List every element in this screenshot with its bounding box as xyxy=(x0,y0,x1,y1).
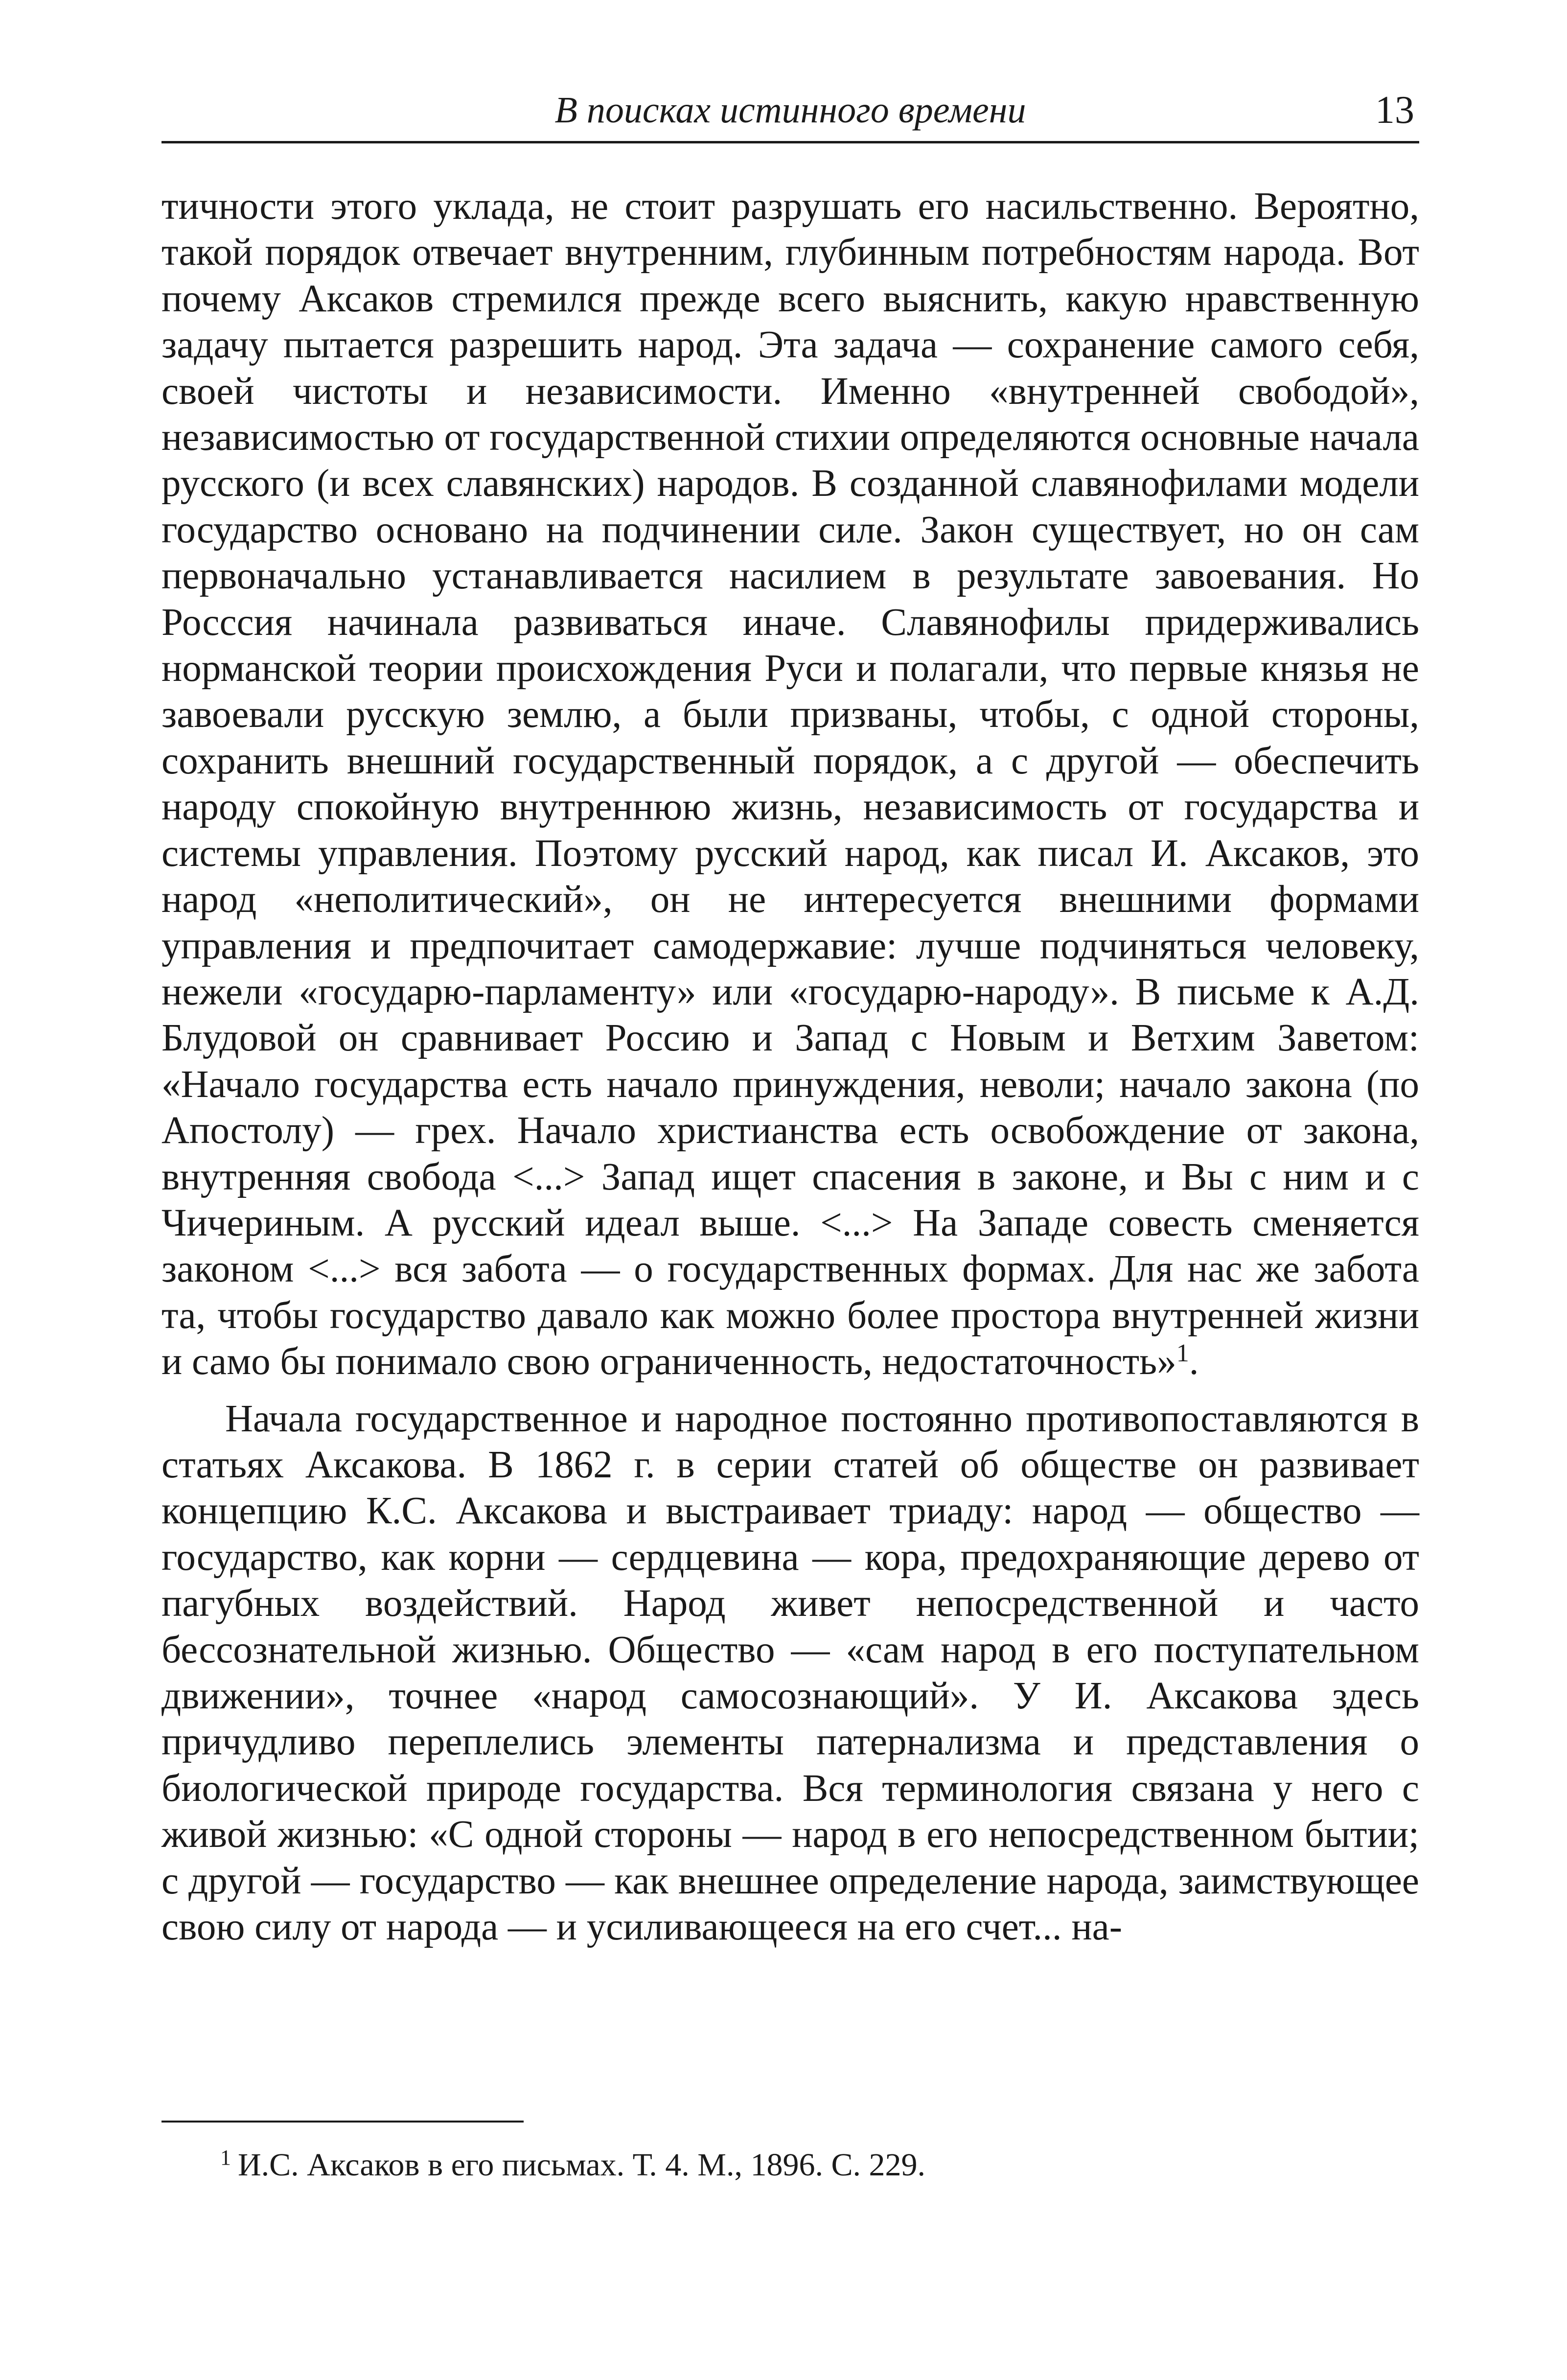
footnote-reference[interactable]: 1 xyxy=(1176,1339,1189,1368)
page-number: 13 xyxy=(1375,89,1414,132)
footnote-rule xyxy=(161,2121,524,2123)
footnote xyxy=(220,2144,1419,2186)
running-title: В поисках истинного времени xyxy=(554,90,1026,131)
running-head xyxy=(161,81,1419,140)
header-rule xyxy=(161,141,1419,143)
paragraph-2: Начала государственное и народное постоянно противопоставляются в статьях Аксакова. В 1862 г. в серии статей об обществе он развивает концепцию К.С. Аксакова и выстраивает триаду: народ — общество — государство, как корни — сердцевина — кора, предохраняющие дерево от пагубных воздействий. Народ живет непосредственной и часто бессознательной жизнью. Общество — «сам народ в его поступательном движении», точнее «народ самосознающий». У И. Аксакова здесь причудливо переплелись элементы патернализма и представления о биологической природе государства. Вся терминология связана у него с живой жизнью: «С одной стороны — народ в его непосредственном бытии; с другой — государство — как внешнее определение народа, заимствующее свою силу от народа — и усиливающееся на его счет... на- xyxy=(161,1397,1419,1949)
paragraph-1-tail: . xyxy=(1189,1340,1199,1383)
paragraph-1-text: тичности этого уклада, не стоит разрушать его насильственно. Вероятно, такой порядок отвечает внутренним, глубинным потребностям народа. Вот почему Аксаков стремился прежде всего выяснить, какую нравственную задачу пытается разрешить народ. Эта задача — сохранение самого себя, своей чистоты и независимости. Именно «внутренней свободой», независимостью от государственной стихии определяются основные начала русского (и всех славянских) народов. В созданной славянофилами модели государство основано на подчинении силе. Закон существует, но он сам первоначально устанавливается насилием в результате завоевания. Но Росссия начинала развиваться иначе. Славянофилы придерживались норманской теории происхождения Руси и полагали, что первые князья не завоевали русскую землю, а были призваны, чтобы, с одной стороны, сохранить внешний государственный порядок, а с другой — обеспечить народу спокойную внутреннюю жизнь, независимость от государства и системы управления. Поэтому русский народ, как писал И. Аксаков, это народ «неполитический», он не интересуется внешними формами управления и предпочитает самодержавие: лучше подчиняться человеку, нежели «государю-парламенту» или «государю-народу». В письме к А.Д. Блудовой он сравнивает Россию и Запад с Новым и Ветхим Заветом: «Начало государства есть начало принуждения, неволи; начало закона (по Апостолу) — грех. Начало христианства есть освобождение от закона, внутренняя свобода <...> Запад ищет спасения в законе, и Вы с ним и с Чичериным. А русский идеал выше. <...> На Западе совесть сменяется законом <...> вся забота — о государственных формах. Для нас же забота та, чтобы государство давало как можно более простора внутренней жизни и само бы понимало свою ограниченность, недостаточность» xyxy=(161,185,1419,1383)
footnote-text: И.С. Аксаков в его письмах. Т. 4. М., 1896. С. 229. xyxy=(238,2147,925,2183)
paragraph-1 xyxy=(161,184,1419,1385)
footnote-mark: 1 xyxy=(220,2146,231,2170)
body-text xyxy=(161,184,1419,1950)
